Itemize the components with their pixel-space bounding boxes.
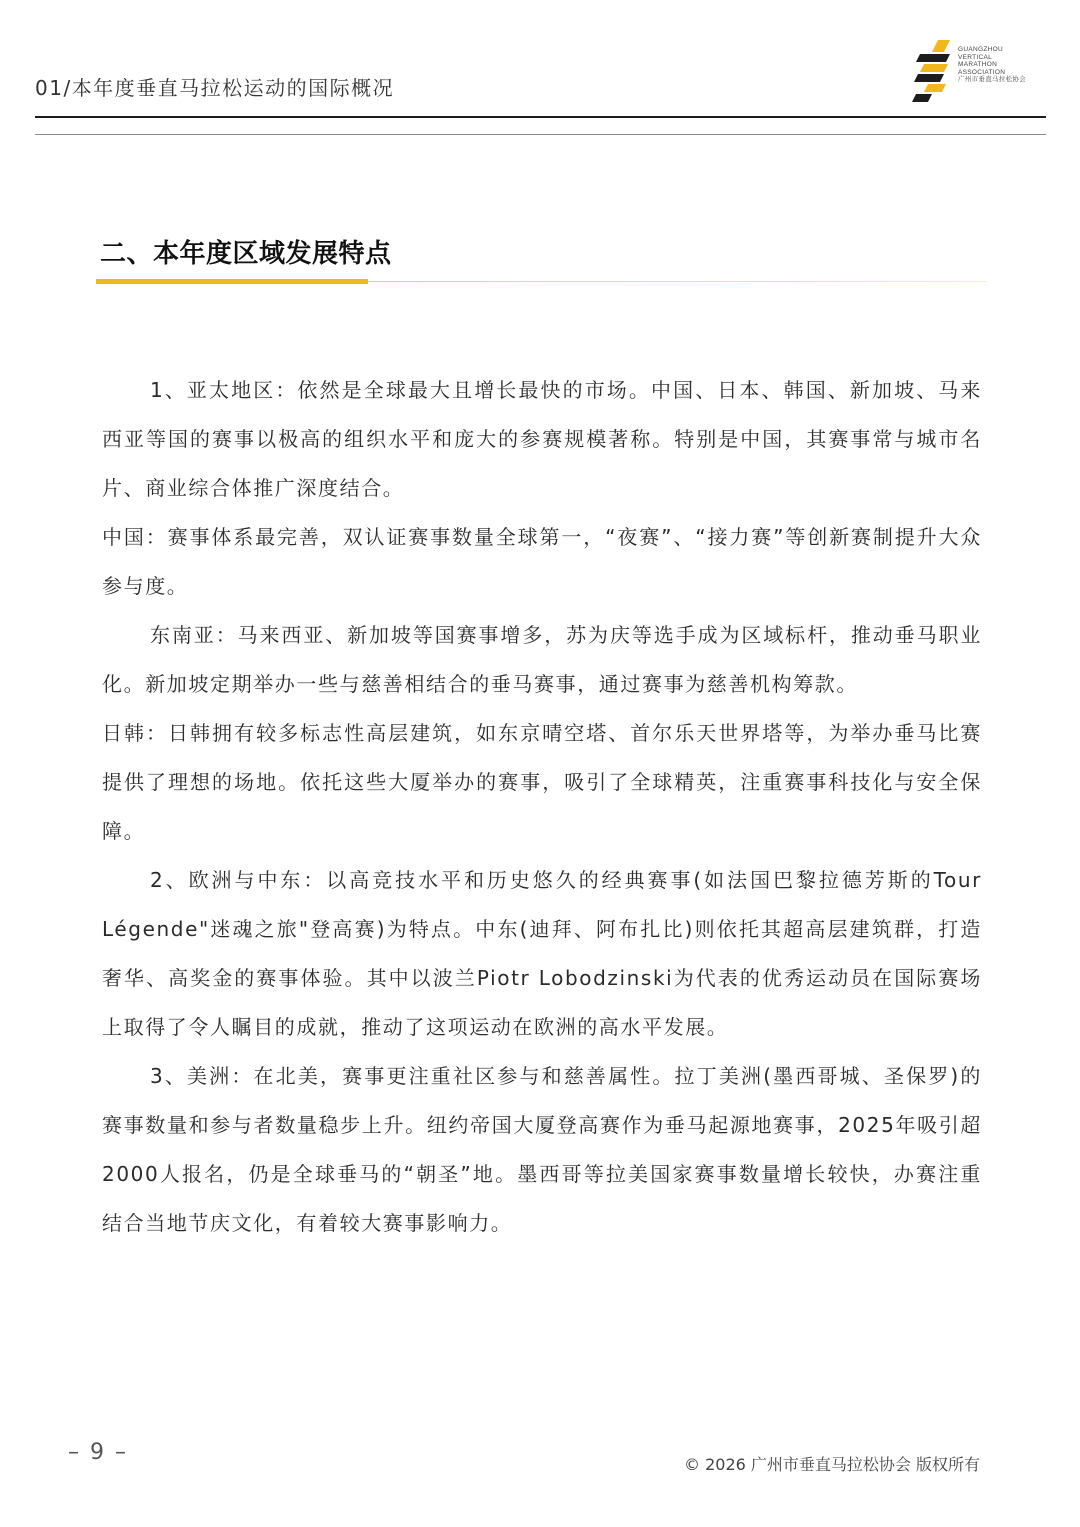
section-title: 二、本年度区域发展特点 — [100, 239, 392, 269]
paragraph-americas: 3、美洲：在北美，赛事更注重社区参与和慈善属性。拉丁美洲(墨西哥城、圣保罗)的赛事数量和参与者数量稳步上升。纽约帝国大厦登高赛作为垂马起源地赛事，2025年吸引超2000人报名，仍是全球垂马的“朝圣”地。墨西哥等拉美国家赛事数量增长较快，办赛注重结合当地节庆文化，有着较大赛事影响力。 — [102, 1064, 982, 1235]
paragraph-southeast-asia: 东南亚：马来西亚、新加坡等国赛事增多，苏为庆等选手成为区域标杆，推动垂马职业化。新加坡定期举办一些与慈善相结合的垂马赛事，通过赛事为慈善机构筹款。 — [102, 623, 982, 696]
section-title-underline-fade — [368, 281, 986, 282]
copyright-notice: © 2026 广州市垂直马拉松协会 版权所有 — [684, 1455, 980, 1474]
paragraph-japan-korea: 日韩：日韩拥有较多标志性高层建筑，如东京晴空塔、首尔乐天世界塔等，为举办垂马比赛提供了理想的场地。依托这些大厦举办的赛事，吸引了全球精英，注重赛事科技化与安全保障。 — [102, 721, 982, 843]
logo-wordmark: GUANGZHOU VERTICAL MARATHON ASSOCIATION 广州市垂直马拉松协会 — [958, 46, 1026, 83]
vertical-marathon-runner-logo-icon — [910, 38, 956, 104]
paragraph-asia-pacific: 1、亚太地区：依然是全球最大且增长最快的市场。中国、日本、韩国、新加坡、马来西亚等国的赛事以极高的组织水平和庞大的参赛规模著称。特别是中国，其赛事常与城市名片、商业综合体推广深度结合。 — [102, 378, 982, 500]
body-content — [102, 366, 982, 1248]
header-divider-thin — [35, 134, 1046, 135]
page-header-title: 01/本年度垂直马拉松运动的国际概况 — [35, 76, 395, 100]
header-divider-thick — [35, 116, 1046, 118]
page-number: – 9 – — [68, 1440, 128, 1465]
association-logo — [910, 38, 1050, 104]
section-title-underline-accent — [96, 279, 368, 284]
paragraph-china: 中国：赛事体系最完善，双认证赛事数量全球第一，“夜赛”、“接力赛”等创新赛制提升大众参与度。 — [102, 525, 982, 598]
paragraph-europe-middle-east: 2、欧洲与中东：以高竞技水平和历史悠久的经典赛事(如法国巴黎拉德芳斯的Tour Légende"迷魂之旅"登高赛)为特点。中东(迪拜、阿布扎比)则依托其超高层建筑群，打造奢华、高奖金的赛事体验。其中以波兰Piotr Lobodzinski为代表的优秀运动员在国际赛场上取得了令人瞩目的成就，推动了这项运动在欧洲的高水平发展。 — [102, 868, 982, 1039]
